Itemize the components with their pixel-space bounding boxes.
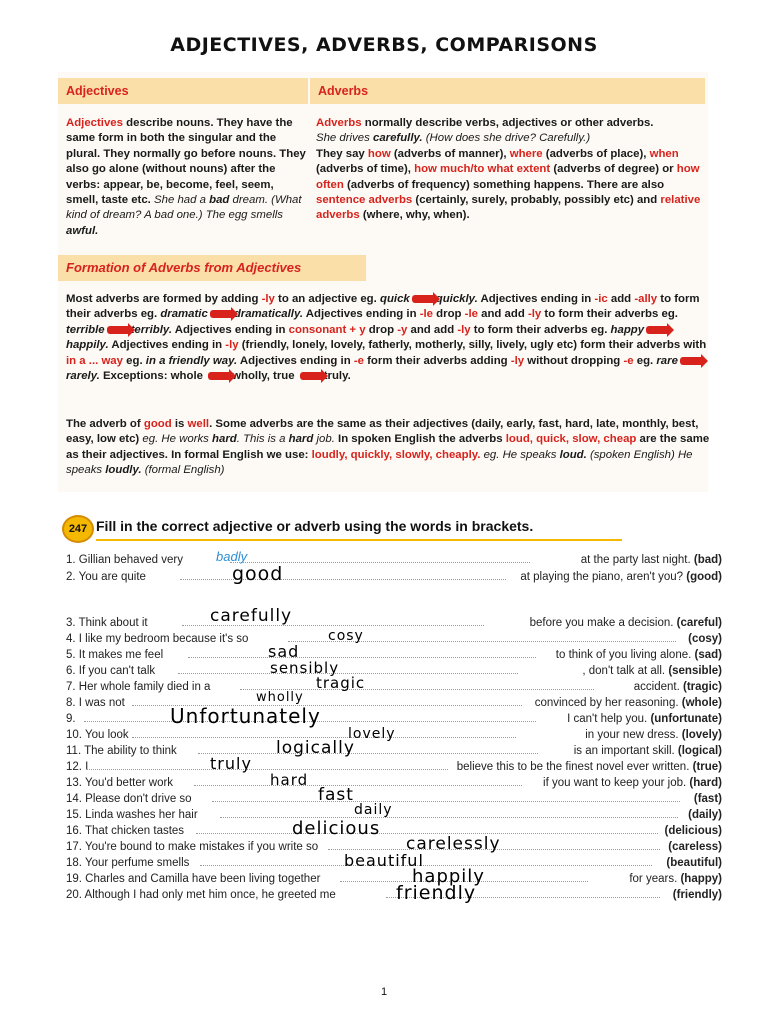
arrow-icon bbox=[107, 326, 129, 334]
exercise-number-badge: 247 bbox=[62, 515, 94, 543]
adverbs-paragraph: Adverbs normally describe verbs, adjectives or other adverbs. She drives carefully. (How does she drive? Carefully.) They say how (adverbs of manner), where (adverbs of place), when (adverbs of time), how much/to what extent (adverbs of degree) or how often (adverbs of frequency) something happens. There are also sentence adverbs (certainly, surely, probably, possibly etc) and relative adverbs (where, why, when). bbox=[316, 117, 701, 222]
item-hint: (lovely) bbox=[681, 729, 722, 741]
item-prompt: 15. Linda washes her hair bbox=[66, 809, 198, 821]
handwritten-answer: cosy bbox=[328, 628, 364, 644]
handwritten-answer: daily bbox=[354, 802, 393, 818]
page-title: ADJECTIVES, ADVERBS, COMPARISONS bbox=[170, 34, 598, 56]
item-prompt: 1. Gillian behaved very bbox=[66, 554, 183, 566]
item-ending bbox=[673, 888, 722, 903]
handwritten-answer: sensibly bbox=[270, 659, 340, 677]
formation-header: Formation of Adverbs from Adjectives bbox=[58, 255, 366, 281]
item-hint: (delicious) bbox=[664, 825, 722, 837]
item-hint: (beautiful) bbox=[666, 857, 722, 869]
item-ending: at playing the piano, aren't you? (good) bbox=[520, 571, 722, 583]
arrow-icon bbox=[680, 357, 702, 365]
item-hint: (true) bbox=[692, 761, 722, 773]
item-ending: for years. (happy) bbox=[629, 873, 722, 885]
item-prompt: 18. Your perfume smells bbox=[66, 857, 190, 869]
item-ending: accident. (tragic) bbox=[633, 681, 722, 693]
handwritten-answer: badly bbox=[216, 549, 248, 564]
item-prompt: 6. If you can't talk bbox=[66, 665, 156, 677]
item-prompt: 16. That chicken tastes bbox=[66, 825, 185, 837]
item-ending: , don't talk at all. (sensible) bbox=[582, 665, 722, 677]
arrow-icon bbox=[208, 372, 230, 380]
item-ending: before you make a decision. (careful) bbox=[529, 617, 722, 629]
exercise-item bbox=[66, 744, 722, 759]
exercise-item bbox=[66, 680, 722, 695]
exercise-item bbox=[66, 553, 722, 568]
exercise-item bbox=[66, 872, 722, 887]
item-prompt: 17. You're bound to make mistakes if you write so bbox=[66, 841, 319, 853]
item-ending bbox=[688, 808, 722, 823]
item-hint: (daily) bbox=[688, 809, 722, 821]
exercise-item bbox=[66, 776, 722, 791]
item-ending: believe this to be the finest novel ever written. (true) bbox=[456, 761, 722, 773]
item-prompt: 14. Please don't drive so bbox=[66, 793, 192, 805]
item-prompt: 11. The ability to think bbox=[66, 745, 177, 757]
item-ending bbox=[694, 792, 722, 807]
exercise-item bbox=[66, 712, 722, 727]
item-prompt: 8. I was not bbox=[66, 697, 125, 709]
answer-blank[interactable] bbox=[220, 817, 678, 818]
handwritten-answer: good bbox=[232, 563, 284, 585]
item-hint: (friendly) bbox=[672, 889, 722, 901]
item-ending: if you want to keep your job. (hard) bbox=[543, 777, 722, 789]
answer-blank[interactable] bbox=[212, 801, 680, 802]
handwritten-answer: carelessly bbox=[406, 834, 501, 854]
handwritten-answer: hard bbox=[270, 771, 309, 789]
item-prompt: 19. Charles and Camilla have been living together bbox=[66, 873, 321, 885]
good-well-paragraph: The adverb of good is well. Some adverbs are the same as their adjectives (daily, early, fast, hard, late, monthly, best, easy, low etc) eg. He works hard. This is a hard job. In spoken English the adverbs loud, quick, slow, cheap are the same as their adjectives. In formal English we use: loudly, quickly, slowly, cheaply. eg. He speaks loud. (spoken English) He speaks loudly. (formal English) bbox=[66, 418, 710, 477]
exercise-item bbox=[66, 888, 722, 903]
exercise-header bbox=[62, 515, 562, 543]
item-ending bbox=[668, 840, 722, 855]
item-prompt: 20. Although I had only met him once, he greeted me bbox=[66, 889, 336, 901]
item-hint: (fast) bbox=[693, 793, 722, 805]
answer-blank[interactable] bbox=[86, 769, 448, 770]
item-ending: convinced by her reasoning. (whole) bbox=[534, 697, 722, 709]
item-hint: (tragic) bbox=[683, 681, 722, 693]
item-hint: (logical) bbox=[677, 745, 722, 757]
exercise-item bbox=[66, 808, 722, 823]
item-hint: (whole) bbox=[681, 697, 722, 709]
exercise-item bbox=[66, 648, 722, 663]
handwritten-answer: logically bbox=[276, 738, 355, 758]
page-number: 1 bbox=[380, 986, 388, 998]
adjectives-paragraph: Adjectives describe nouns. They have the same form in both the singular and the plural. They normally go before nouns. They also go alone (without nouns) after the verbs: appear, be, become, feel, seem, smell, taste etc. She had a bad dream. (What kind of dream? A bad one.) The egg smells awful. bbox=[66, 117, 306, 237]
item-prompt: 5. It makes me feel bbox=[66, 649, 164, 661]
arrow-icon bbox=[646, 326, 668, 334]
item-prompt: 3. Think about it bbox=[66, 617, 148, 629]
item-ending: at the party last night. (bad) bbox=[580, 554, 722, 566]
arrow-icon bbox=[300, 372, 322, 380]
exercise-item bbox=[66, 760, 722, 775]
item-ending: to think of you living alone. (sad) bbox=[555, 649, 722, 661]
item-hint: (careful) bbox=[676, 617, 722, 629]
item-prompt: 9. bbox=[66, 713, 76, 725]
handwritten-answer: tragic bbox=[316, 674, 366, 692]
item-ending: I can't help you. (unfortunate) bbox=[567, 713, 722, 725]
handwritten-answer: lovely bbox=[348, 726, 396, 742]
item-hint: (unfortunate) bbox=[650, 713, 722, 725]
item-hint: (sensible) bbox=[668, 665, 722, 677]
exercise-item bbox=[66, 616, 722, 631]
item-hint: (hard) bbox=[689, 777, 722, 789]
item-prompt: 7. Her whole family died in a bbox=[66, 681, 211, 693]
item-ending bbox=[666, 856, 722, 871]
handwritten-answer: beautiful bbox=[344, 851, 424, 870]
handwritten-answer: Unfortunately bbox=[170, 704, 321, 728]
exercise-item bbox=[66, 792, 722, 807]
item-ending: is an important skill. (logical) bbox=[573, 745, 722, 757]
item-hint: (good) bbox=[686, 571, 722, 583]
item-hint: (bad) bbox=[693, 554, 722, 566]
handwritten-answer: sad bbox=[268, 642, 300, 661]
item-prompt: 10. You look bbox=[66, 729, 129, 741]
handwritten-answer: wholly bbox=[256, 690, 304, 705]
item-ending: in your new dress. (lovely) bbox=[585, 729, 722, 741]
handwritten-answer: carefully bbox=[210, 606, 293, 626]
item-ending bbox=[688, 632, 722, 647]
answer-blank[interactable] bbox=[180, 579, 506, 580]
item-prompt: 4. I like my bedroom because it's so bbox=[66, 633, 249, 645]
item-prompt: 12. I bbox=[66, 761, 89, 773]
item-hint: (careless) bbox=[668, 841, 722, 853]
exercise-underline bbox=[96, 539, 622, 541]
arrow-icon bbox=[412, 295, 434, 303]
formation-paragraph: Most adverbs are formed by adding -ly to an adjective eg. quick quickly. Adjectives ending in -ic add -ally to form their adverbs eg. dramatic dramatically. Adjectives ending in -le drop -le and add -ly to form their adverbs eg. terrible terribly. Adjectives ending in consonant + y drop -y and add -ly to form their adverbs eg. happyhappily. Adjectives ending in -ly (friendly, lonely, lovely, fatherly, motherly, silly, lively, ugly etc) form their adverbs with in a ... way eg. in a friendly way. Adjectives ending in -e form their adverbs adding -ly without dropping -e eg. rarerarely. Exceptions: whole wholly, true truly. bbox=[66, 293, 707, 383]
item-hint: (happy) bbox=[680, 873, 722, 885]
item-prompt: 2. You are quite bbox=[66, 571, 146, 583]
handwritten-answer: friendly bbox=[396, 882, 477, 904]
exercise-item bbox=[66, 570, 722, 585]
item-hint: (sad) bbox=[694, 649, 722, 661]
handwritten-answer: happily bbox=[412, 866, 485, 887]
answer-blank[interactable] bbox=[188, 657, 536, 658]
answer-blank[interactable] bbox=[194, 785, 522, 786]
exercise-item bbox=[66, 632, 722, 647]
exercise-item bbox=[66, 824, 722, 839]
exercise-item bbox=[66, 696, 722, 711]
adjectives-header: Adjectives bbox=[58, 78, 308, 104]
exercise-item bbox=[66, 664, 722, 679]
handwritten-answer: delicious bbox=[292, 818, 381, 839]
item-ending bbox=[664, 824, 722, 839]
handwritten-answer: fast bbox=[318, 785, 354, 805]
exercise-title: Fill in the correct adjective or adverb using the words in brackets. bbox=[96, 518, 534, 534]
item-prompt: 13. You'd better work bbox=[66, 777, 174, 789]
item-hint: (cosy) bbox=[688, 633, 722, 645]
adverbs-header: Adverbs bbox=[310, 78, 705, 104]
handwritten-answer: truly bbox=[210, 754, 252, 773]
arrow-icon bbox=[210, 310, 232, 318]
